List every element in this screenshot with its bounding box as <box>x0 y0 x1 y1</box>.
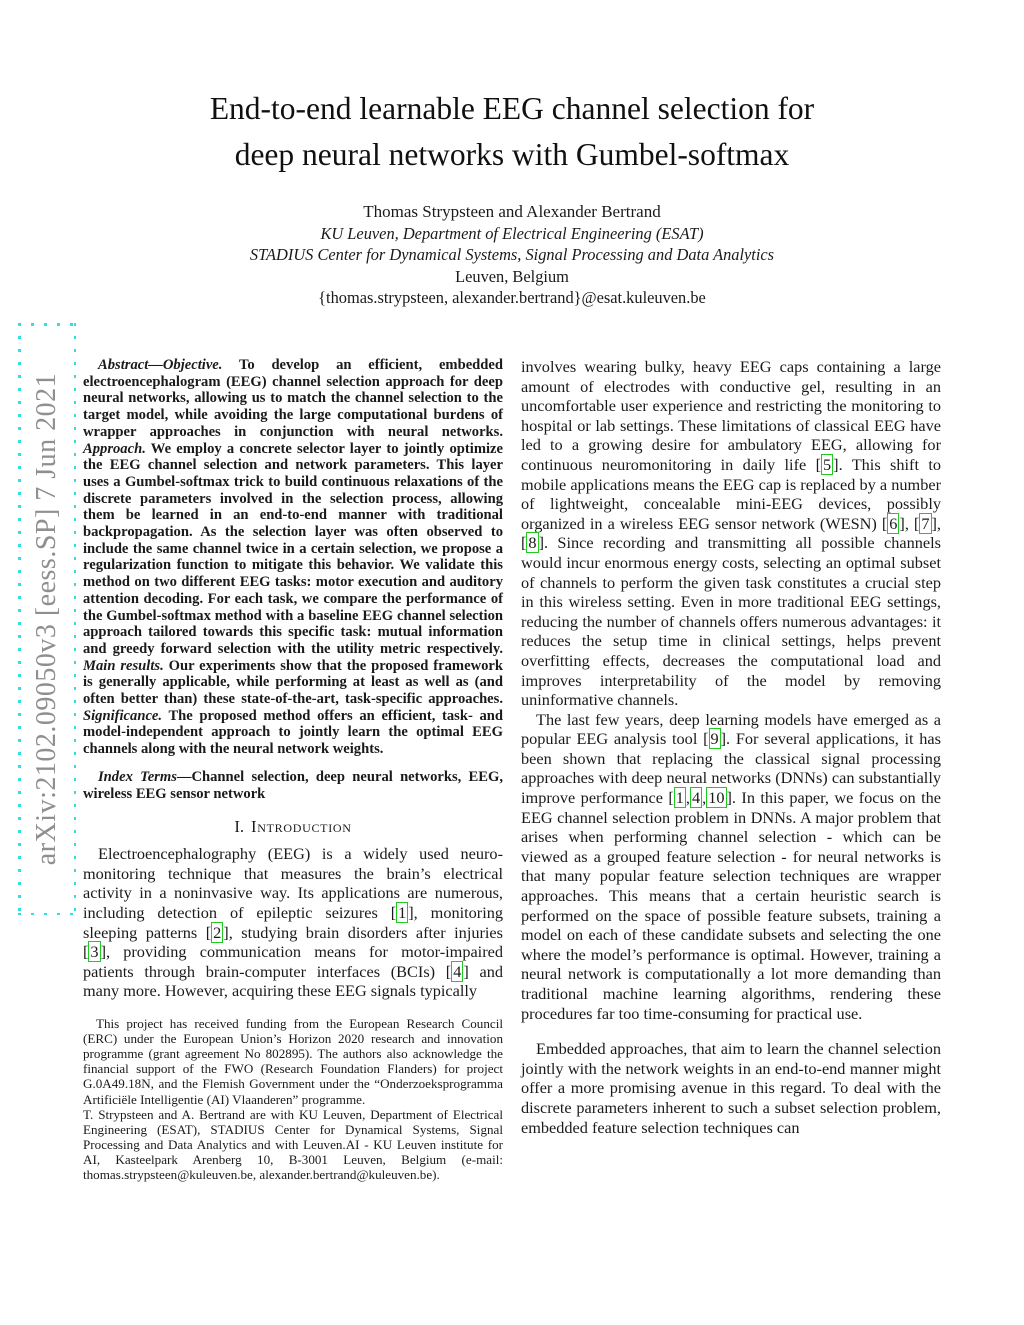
affiliation-line-3: Leuven, Belgium <box>455 266 569 286</box>
text-segment: Our experiments show that the proposed framework is generally applicable, while performing at least as well as (and often better than) these state-of-the-art, task-specific approaches. <box>83 657 503 708</box>
footnote-funding: This project has received funding from the European Research Council (ERC) under the European Union’s Horizon 2020 research and innovation programme (grant agreement No 802895). The authors also acknowledge the financial support of the FWO (Research Foundation Flanders) for project G.0A49.18N, and the Flemish Government under the “Onderzoeksprogramma Artificiële Intelligentie (AI) Vlaanderen” programme. <box>83 1016 503 1107</box>
author-emails: {thomas.strypsteen, alexander.bertrand}@esat.kuleuven.be <box>318 288 706 308</box>
citation-link[interactable]: 7 <box>921 513 930 533</box>
text-segment: The proposed method offers an efficient, task- and model-independent approach to jointly learn the optimal EEG channels along with the neural network weights. <box>83 707 503 758</box>
index-terms-paragraph <box>83 769 503 802</box>
text-segment: ]. This shift to mobile applications means the EEG cap is replaced by a number of lightweight, concealable mini-EEG devices, possibly organized in a wireless EEG sensor network (WESN) [ <box>521 454 941 533</box>
right-column <box>521 357 941 1137</box>
citation-link[interactable]: 4 <box>453 961 462 981</box>
citation-link[interactable]: 4 <box>692 788 701 808</box>
body-paragraph-3 <box>521 1039 941 1137</box>
citation-link[interactable]: 2 <box>213 922 222 942</box>
left-column <box>83 357 503 1182</box>
text-segment: , <box>685 788 690 808</box>
text-segment: , <box>702 788 707 808</box>
text-segment: involves wearing bulky, heavy EEG caps containing a large amount of electrodes with conductive gel, resulting in an uncomfortable user experience and restricting the monitoring to hospital or lab settings. These limitations of classical EEG have led to a growing desire for ambulatory EEG, allowing for continuous neuromonitoring in daily life [ <box>521 357 941 474</box>
text-segment: Approach. <box>83 440 146 457</box>
text-segment: The last few years, deep learning models have emerged as a popular EEG analysis tool [ <box>521 709 941 749</box>
footnote-author-affiliation: T. Strypsteen and A. Bertrand are with KU Leuven, Department of Electrical Engineering (ESAT), STADIUS Center for Dynamical Systems, Signal Processing and Data Analytics and with Leuven.AI - KU Leuven institute for AI, Kasteelpark Arenberg 10, B-3001 Leuven, Belgium (e-mail: thomas.strypsteen@kuleuven.be, alexander.bertrand@kuleuven.be). <box>83 1106 503 1182</box>
body-paragraph-2 <box>521 710 941 1024</box>
text-segment: Abstract—Objective. <box>98 357 223 373</box>
text-segment: Main results. <box>83 657 164 674</box>
intro-paragraph-1 <box>83 844 503 1001</box>
footnote-block <box>83 1016 503 1182</box>
text-segment: Embedded approaches, that aim to learn the channel selection jointly with the network weights in an end-to-end manner might offer a more promising avenue in this regard. To deal with the discrete parameters inherent to such a subset selection problem, embedded feature selection techniques can <box>521 1039 941 1137</box>
text-segment: ], [ <box>521 513 941 553</box>
citation-link[interactable]: 1 <box>675 788 684 808</box>
text-segment: ] and many more. However, acquiring these EEG signals typically <box>83 961 503 1001</box>
citation-link[interactable]: 5 <box>823 454 832 474</box>
text-segment: ], monitoring sleeping patterns [ <box>83 903 504 942</box>
text-segment: ]. In this paper, we focus on the EEG channel selection problem in DNNs. A major problem that arises when performing channel selection - which can be viewed as a grouped feature selection - for neural networks is that many popular feature selection techniques are wrapper approaches. This means that a certain heuristic search is performed on the space of possible feature subsets, training a model on each of these candidate subsets and selecting the one where the model’s performance is optimal. However, training a neural network is computationally a lot more demanding than traditional machine learning algorithms, rendering these procedures far too time-consuming for practical use. <box>521 788 941 1023</box>
citation-link[interactable]: 1 <box>398 903 407 923</box>
text-segment: Electroencephalography (EEG) is a widely used neuro-monitoring technique that measures the brain’s electrical activity in a noninvasive way. Its applications are numerous, including detection of epileptic seizures [ <box>83 844 503 923</box>
paper-title <box>0 86 1024 178</box>
text-segment: ]. Since recording and transmitting all possible channels would incur enormous energy costs, selecting an optimal subset of channels to perform the given task constitutes a crucial step in this wireless setting. Even in more traditional EEG settings, reducing the number of channels offers numerous advantages: it reduces the setup time in clinical settings, helps prevent overfitting effects, decreases the computational load and improves interpretability of the model by removing uninformative channels. <box>521 533 941 710</box>
text-segment: ], [ <box>899 513 920 533</box>
section-title: Introduction <box>251 817 352 837</box>
section-heading-introduction <box>83 817 503 837</box>
affiliation-line-2: STADIUS Center for Dynamical Systems, Signal Processing and Data Analytics <box>249 245 775 265</box>
text-segment: We employ a concrete selector layer to jointly optimize the EEG channel selection and network parameters. This layer uses a Gumbel-softmax trick to build continuous relaxations of the discrete parameters involved in the selection process, allowing them be learned in an end-to-end manner with traditional backpropagation. As the selection layer was often observed to include the same channel twice in a certain selection, we propose a regularization function to mitigate this behavior. We validate this method on two different EEG tasks: motor execution and auditory attention decoding. For each task, we compare the performance of the Gumbel-softmax method with a baseline EEG channel selection approach tailored towards this specific task: mutual information and greedy forward selection with the utility metric respectively. <box>83 440 503 657</box>
abstract-paragraph <box>83 357 503 758</box>
title-line-1: End-to-end learnable EEG channel selection for <box>209 91 815 126</box>
section-number: I. <box>234 817 245 837</box>
text-segment: ], studying brain disorders after injuries [ <box>83 922 503 962</box>
text-segment: Significance. <box>83 707 163 724</box>
text-segment: ], providing communication means for motor-impaired patients through brain-computer interfaces (BCIs) [ <box>83 942 503 981</box>
citation-link[interactable]: 10 <box>708 788 725 808</box>
text-segment: Index Terms <box>98 768 177 785</box>
affiliation-line-1: KU Leuven, Department of Electrical Engineering (ESAT) <box>320 223 704 243</box>
citation-link[interactable]: 8 <box>528 533 537 553</box>
author-names: Thomas Strypsteen and Alexander Bertrand <box>363 202 661 221</box>
text-segment: —Channel selection, deep neural networks, EEG, wireless EEG sensor network <box>83 768 503 802</box>
body-paragraph-1 <box>521 357 941 710</box>
citation-link[interactable]: 6 <box>889 513 898 533</box>
arxiv-stamp-text: arXiv:2102.09050v3 [eess.SP] 7 Jun 2021 <box>31 372 62 866</box>
citation-link[interactable]: 3 <box>90 942 99 962</box>
text-segment: ]. For several applications, it has been shown that replacing the classical signal processing approaches with deep neural networks (DNNs) can substantially improve performance [ <box>521 729 941 808</box>
text-segment: To develop an efficient, embedded electroencephalogram (EEG) channel selection approach for deep neural networks, allowing us to match the channel selection to the target model, while avoiding the large computational burdens of wrapper approaches in conjunction with neural networks. <box>83 357 503 440</box>
arxiv-stamp <box>18 323 76 915</box>
title-line-2: deep neural networks with Gumbel-softmax <box>234 137 790 172</box>
citation-link[interactable]: 9 <box>710 729 719 749</box>
author-block <box>0 201 1024 309</box>
